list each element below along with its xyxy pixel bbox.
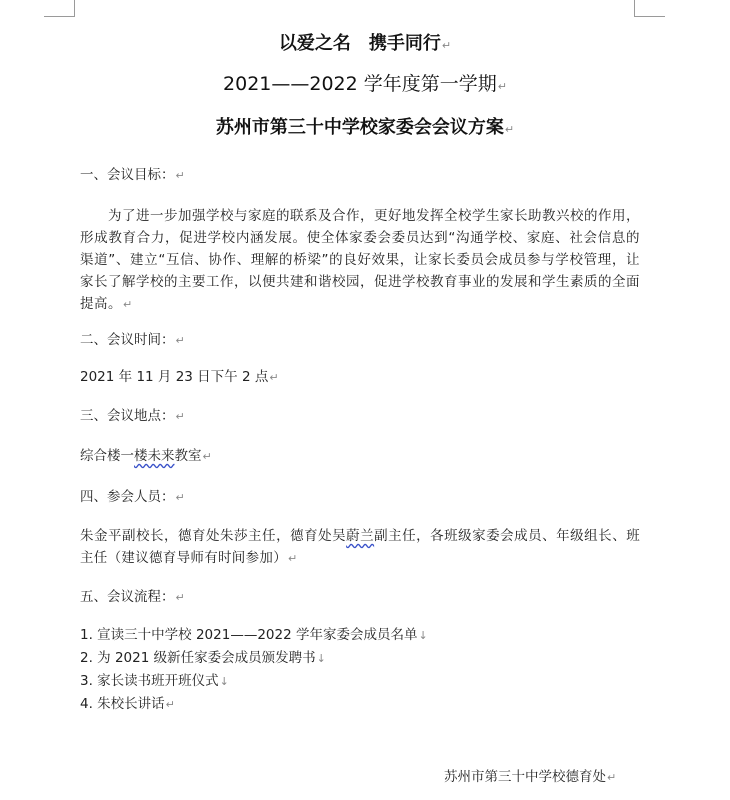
section-heading-text: 三、会议地点：: [80, 408, 175, 424]
section-heading-time: [80, 329, 640, 352]
paragraph-mark: ↵: [288, 552, 298, 565]
meeting-time: [80, 366, 640, 389]
crop-mark-top-right: [634, 0, 665, 17]
paragraph-mark: ↵: [123, 298, 133, 311]
venue-text-suffix: 教室: [174, 448, 202, 464]
process-item-text: 1. 宣读三十中学校 2021——2022 学年家委会成员名单: [80, 627, 418, 643]
process-item-text: 4. 朱校长讲话: [80, 696, 165, 712]
section-heading-text: 二、会议时间：: [80, 332, 175, 348]
paragraph-mark: ↵: [607, 771, 617, 784]
paragraph-mark: ↵: [165, 698, 175, 711]
paragraph-mark: ↵: [175, 591, 185, 604]
signature-text: 苏州市第三十中学校德育处: [444, 769, 606, 785]
attendees-paragraph: [80, 525, 640, 570]
paragraph-mark: ↵: [497, 80, 507, 93]
paragraph-mark: ↵: [504, 123, 515, 136]
crop-mark-top-left: [44, 0, 75, 17]
section-heading-purpose: [80, 164, 640, 187]
section-heading-attendees: [80, 486, 640, 509]
section-heading-venue: [80, 405, 640, 428]
list-item: [80, 647, 640, 670]
process-list: [80, 624, 640, 716]
list-item: [80, 693, 640, 716]
line-break-mark: ↓: [418, 629, 428, 642]
paragraph-mark: ↵: [175, 334, 185, 347]
paragraph-mark: ↵: [269, 371, 279, 384]
list-item: [80, 624, 640, 647]
section-heading-text: 四、参会人员：: [80, 489, 175, 505]
list-item: [80, 670, 640, 693]
title-line-3: [0, 116, 730, 142]
process-item-text: 3. 家长读书班开班仪式: [80, 673, 219, 689]
title-line-3-text: 苏州市第三十中学校家委会会议方案: [215, 117, 504, 138]
meeting-time-text: 2021 年 11 月 23 日下午 2 点: [80, 369, 269, 385]
section-heading-text: 一、会议目标：: [80, 167, 175, 183]
section-heading-text: 五、会议流程：: [80, 589, 175, 605]
paragraph-mark: ↵: [175, 410, 185, 423]
purpose-paragraph-text: 为了进一步加强学校与家庭的联系及合作，更好地发挥全校学生家长助教兴校的作用，形成教育合力，促进学校内涵发展。使全体家委会委员达到“沟通学校、家庭、社会信息的渠道”、建立“互信、协作、理解的桥梁”的良好效果，让家长委员会成员参与学校管理，让家长了解学校的主要工作，以便共建和谐校园，促进学校教育事业的发展和学生素质的全面提高。: [80, 208, 640, 312]
paragraph-mark: ↵: [202, 450, 212, 463]
venue-text-prefix: 综合楼一: [80, 448, 134, 464]
attendees-text-part-2: 副主任，各班级家委会成员、年级组长、班主任（建议德育导师有时间参加）: [80, 528, 640, 566]
signature: [444, 765, 616, 785]
section-heading-process: [80, 586, 640, 609]
title-line-2-text: 2021——2022 学年度第一学期: [223, 73, 497, 95]
line-break-mark: ↓: [316, 652, 326, 665]
line-break-mark: ↓: [219, 675, 229, 688]
paragraph-mark: ↵: [441, 39, 452, 52]
venue-spellcheck-underline: 楼未来: [134, 448, 175, 464]
process-item-text: 2. 为 2021 级新任家委会成员颁发聘书: [80, 650, 316, 666]
purpose-paragraph: [80, 205, 640, 316]
title-line-2: [0, 72, 730, 99]
attendees-text-part-1: 朱金平副校长，德育处朱莎主任，德育处吴: [80, 528, 347, 544]
meeting-venue: [80, 445, 640, 468]
title-line-1: [0, 32, 730, 58]
title-line-1-text: 以爱之名 携手同行: [278, 33, 441, 54]
attendee-name-spellcheck-underline: 蔚兰: [346, 528, 375, 544]
paragraph-mark: ↵: [175, 491, 185, 504]
paragraph-mark: ↵: [175, 169, 185, 182]
